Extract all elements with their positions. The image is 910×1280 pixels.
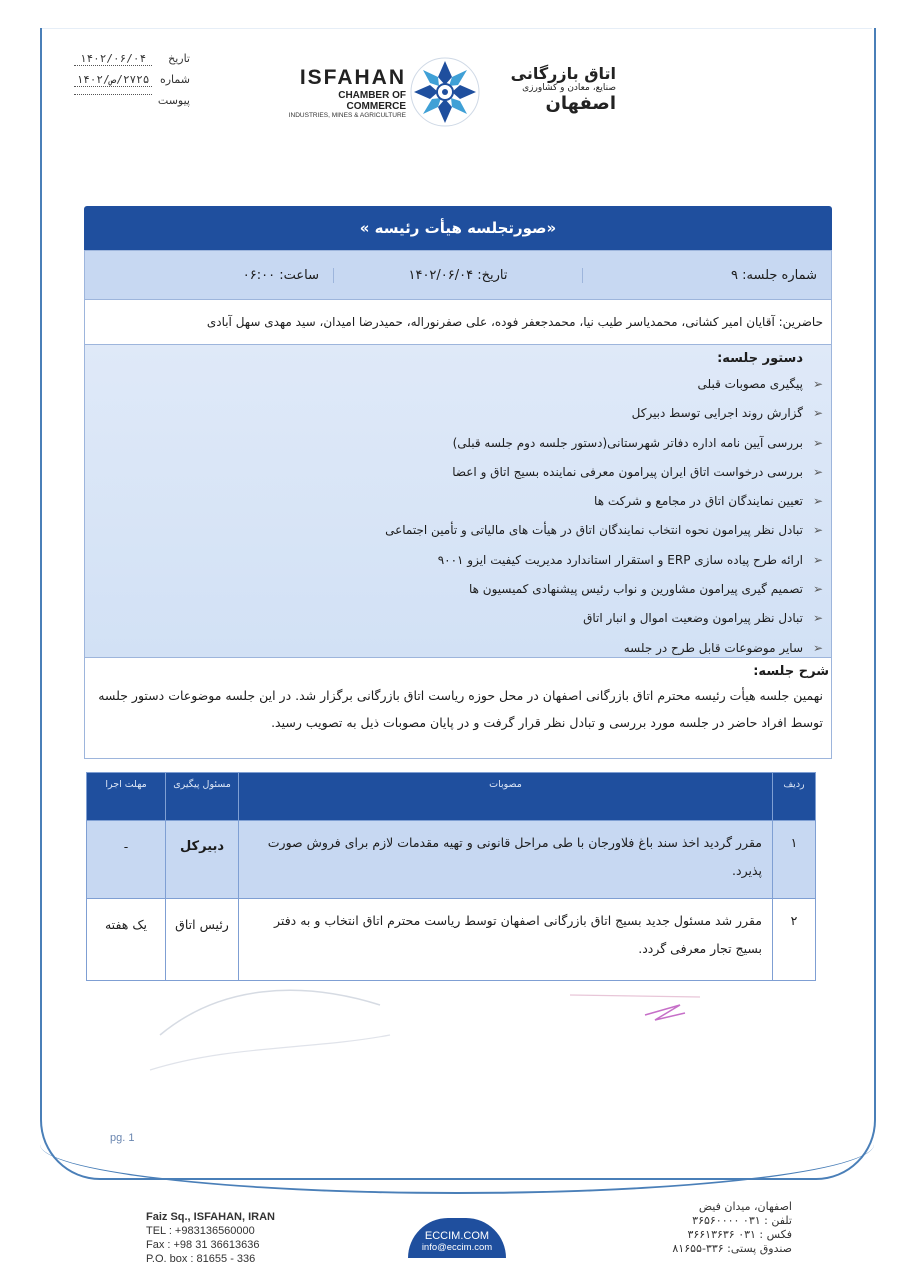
responsible: رئیس اتاق bbox=[166, 899, 239, 981]
agenda-item bbox=[95, 487, 823, 516]
arrow-bullet-icon: ➢ bbox=[812, 464, 823, 479]
description-text: نهمین جلسه هیأت رئیسه محترم اتاق بازرگانی اصفهان در محل حوزه ریاست اتاق بازرگانی برگزار شد. در این جلسه موضوعات دستور جلسه توسط افراد حاضر در جلسه مورد بررسی و تبادل نظر قرار گرفت و در پایان مصوبات ذیل به تصویب رسید. bbox=[98, 688, 823, 730]
agenda-item-text: سایر موضوعات قابل طرح در جلسه bbox=[623, 640, 803, 655]
logo-fa-sectors: صنایع، معادن و کشاورزی bbox=[522, 83, 616, 93]
footer-fax-fa: فکس : ۰۳۱ ۳۶۶۱۳۶۳۶ bbox=[687, 1228, 792, 1241]
footer-fax: Fax : +98 31 36613636 bbox=[146, 1239, 260, 1251]
date-meta-value: ۱۴۰۲/۰۶/۰۴ bbox=[74, 52, 152, 66]
agenda-item bbox=[95, 604, 823, 633]
table-header-row bbox=[87, 773, 816, 821]
agenda-item-text: گزارش روند اجرایی توسط دبیرکل bbox=[631, 406, 803, 421]
footer-address-fa: اصفهان، میدان فیض bbox=[698, 1200, 792, 1213]
session-date: تاریخ: ۱۴۰۲/۰۶/۰۴ bbox=[333, 268, 583, 283]
footer-web-badge bbox=[408, 1218, 506, 1258]
agenda-item-text: تعیین نمایندگان اتاق در مجامع و شرکت ها bbox=[594, 494, 803, 509]
footer-pobox-fa: صندوق پستی: ۳۳۶-۸۱۶۵۵ bbox=[672, 1242, 792, 1255]
footer-contact-en bbox=[146, 1210, 275, 1266]
logo-english bbox=[280, 66, 406, 119]
agenda-item bbox=[95, 575, 823, 604]
agenda-item bbox=[95, 516, 823, 545]
page-number: pg. 1 bbox=[110, 1132, 135, 1144]
session-description bbox=[84, 658, 832, 759]
header-deadline: مهلت اجرا bbox=[87, 773, 166, 821]
minutes-form bbox=[84, 206, 832, 759]
arrow-bullet-icon: ➢ bbox=[812, 406, 823, 421]
footer-website-link[interactable]: ECCIM.COM bbox=[424, 1230, 490, 1242]
deadline: - bbox=[87, 821, 166, 899]
logo-persian bbox=[486, 64, 616, 114]
header-resolution: مصوبات bbox=[239, 773, 773, 821]
agenda-list bbox=[95, 370, 823, 663]
resolutions-table bbox=[86, 772, 816, 981]
logo-chamber: CHAMBER OF COMMERCE bbox=[338, 90, 406, 112]
arrow-bullet-icon: ➢ bbox=[812, 640, 823, 655]
footer-contact-fa bbox=[622, 1200, 792, 1256]
session-info-row bbox=[84, 250, 832, 300]
table-row bbox=[87, 899, 816, 981]
resolution-text: مقرر شد مسئول جدید بسیج اتاق بازرگانی اصفهان توسط ریاست محترم اتاق انتخاب و به دفتر بسیج تجار معرفی گردد. bbox=[239, 899, 773, 981]
footer-curve bbox=[40, 1140, 874, 1194]
agenda-item-text: بررسی درخواست اتاق ایران پیرامون معرفی نماینده بسیج اتاق و اعضا bbox=[452, 464, 803, 479]
agenda-item-text: تصمیم گیری پیرامون مشاورین و نواب رئیس پیشنهادی کمیسیون ها bbox=[468, 582, 803, 597]
agenda-item bbox=[95, 634, 823, 663]
agenda-item-text: پیگیری مصوبات قبلی bbox=[697, 377, 803, 391]
logo-fa-city: اصفهان bbox=[545, 93, 616, 114]
footer-pobox: P.O. box : 81655 - 336 bbox=[146, 1253, 256, 1265]
arrow-bullet-icon: ➢ bbox=[812, 523, 823, 538]
agenda-item bbox=[95, 429, 823, 458]
responsible: دبیرکل bbox=[166, 821, 239, 899]
agenda-item-text: تبادل نظر پیرامون وضعیت اموال و انبار اتاق bbox=[583, 611, 803, 626]
number-meta bbox=[70, 73, 190, 87]
row-number: ۱ bbox=[773, 821, 816, 899]
arrow-bullet-icon: ➢ bbox=[812, 494, 823, 509]
agenda-item-text: تبادل نظر پیرامون نحوه انتخاب نمایندگان اتاق در هیأت های مالیاتی و تأمین اجتماعی bbox=[385, 523, 803, 538]
arrow-bullet-icon: ➢ bbox=[812, 582, 823, 597]
footer-tel-fa: تلفن : ۰۳۱ ۳۶۵۶۰۰۰۰ bbox=[692, 1214, 792, 1227]
signature-marks bbox=[140, 975, 700, 1085]
number-meta-label: شماره bbox=[159, 73, 190, 86]
footer-tel: TEL : +983136560000 bbox=[146, 1225, 255, 1237]
arrow-bullet-icon: ➢ bbox=[812, 377, 823, 391]
logo-city: ISFAHAN bbox=[299, 66, 406, 89]
attachment-meta bbox=[70, 94, 190, 107]
footer-email-link[interactable]: info@eccim.com bbox=[421, 1242, 493, 1253]
arrow-bullet-icon: ➢ bbox=[812, 552, 823, 567]
resolution-text: مقرر گردید اخذ سند باغ فلاورجان با طی مراحل قانونی و تهیه مقدمات لازم برای فروش صورت پذیرد. bbox=[239, 821, 773, 899]
agenda-item-text: بررسی آیین نامه اداره دفاتر شهرستانی(دستور جلسه دوم جلسه قبلی) bbox=[452, 435, 803, 450]
date-meta-label: تاریخ bbox=[168, 52, 190, 65]
logo-sectors: INDUSTRIES, MINES & AGRICULTURE bbox=[288, 112, 406, 119]
deadline: یک هفته bbox=[87, 899, 166, 981]
footer-address: Faiz Sq., ISFAHAN, IRAN bbox=[146, 1211, 275, 1223]
session-time: ساعت: ۰۶:۰۰ bbox=[242, 267, 319, 283]
agenda-item bbox=[95, 546, 823, 575]
description-title: شرح جلسه: bbox=[753, 664, 829, 679]
logo-fa-title: اتاق بازرگانی bbox=[510, 64, 616, 83]
number-meta-value: ۲۷۲۵/ص/۱۴۰۲ bbox=[74, 73, 152, 87]
agenda-section bbox=[84, 345, 832, 658]
arrow-bullet-icon: ➢ bbox=[812, 611, 823, 626]
table-row bbox=[87, 821, 816, 899]
chamber-emblem-icon bbox=[408, 55, 482, 129]
agenda-item-text: ارائه طرح پیاده سازی ERP و استقرار استاندارد مدیریت کیفیت ایزو ۹۰۰۱ bbox=[437, 552, 803, 567]
row-number: ۲ bbox=[773, 899, 816, 981]
arrow-bullet-icon: ➢ bbox=[812, 435, 823, 450]
date-meta bbox=[70, 52, 190, 66]
agenda-item bbox=[95, 399, 823, 428]
header-row-number: ردیف bbox=[773, 773, 816, 821]
header-responsible: مسئول پیگیری bbox=[166, 773, 239, 821]
attachment-meta-value bbox=[74, 94, 152, 95]
attendees: حاضرین: آقایان امیر کشانی، محمدیاسر طیب نیا، محمدجعفر فوده، علی صفرنوراله، حمیدرضا امیدان، سید مهدی سهل آبادی bbox=[84, 300, 832, 345]
session-number: شماره جلسه: ۹ bbox=[731, 267, 817, 283]
agenda-item bbox=[95, 458, 823, 487]
minutes-title: «صورتجلسه هیأت رئیسه » bbox=[84, 206, 832, 250]
agenda-item bbox=[95, 370, 823, 399]
agenda-title: دستور جلسه: bbox=[717, 351, 803, 366]
attachment-meta-label: پیوست bbox=[157, 94, 190, 107]
